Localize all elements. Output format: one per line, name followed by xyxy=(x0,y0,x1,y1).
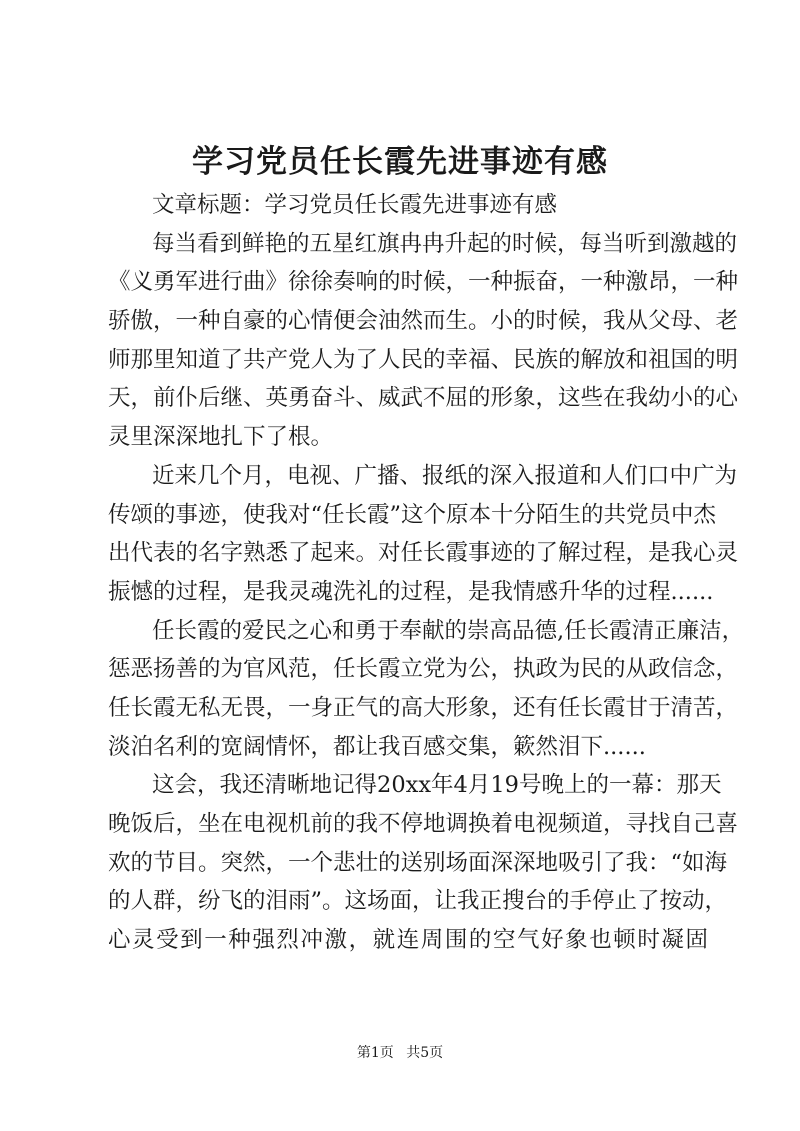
paragraph-1 xyxy=(108,225,739,457)
text-line: 《义勇军进行曲》徐徐奏响的时候，一种振奋，一种激昂，一种 xyxy=(108,269,739,296)
text-line: 天，前仆后继、英勇奋斗、威武不屈的形象，这些在我幼小的心 xyxy=(108,385,739,412)
page-number: 第1页 xyxy=(356,1045,394,1061)
text-line: 振憾的过程，是我灵魂洗礼的过程，是我情感升华的过程...... xyxy=(108,578,714,605)
document-title: 学习党员任长霞先进事迹有感 xyxy=(192,144,608,180)
text-line: 任长霞无私无畏，一身正气的高大形象，还有任长霞甘于清苦， xyxy=(108,694,739,721)
text-line: 任长霞的爱民之心和勇于奉献的崇高品德,任长霞清正廉洁， xyxy=(152,617,745,644)
paragraph-heading-line xyxy=(108,186,708,225)
paragraph-2 xyxy=(108,457,739,612)
text-line: 晚饭后，坐在电视机前的我不停地调换着电视频道，寻找自己喜 xyxy=(108,811,739,837)
text-line: 出代表的名字熟悉了起来。对任长霞事迹的了解过程，是我心灵 xyxy=(108,540,739,567)
text-line: 这会，我还清晰地记得20xx年4月19号晚上的一幕：那天 xyxy=(152,772,722,799)
text-line: 惩恶扬善的为官风范，任长霞立党为公，执政为民的从政信念， xyxy=(108,656,739,683)
text-line: 淡泊名利的宽阔情怀，都让我百感交集，簌然泪下...... xyxy=(108,733,646,760)
text-line: 心灵受到一种强烈冲激，就连周围的空气好象也顿时凝固 xyxy=(108,927,708,954)
text-line: 文章标题：学习党员任长霞先进事迹有感 xyxy=(152,192,558,218)
text-line: 的人群，纷飞的泪雨”。这场面，让我正搜台的手停止了按动， xyxy=(108,888,728,915)
text-line: 近来几个月，电视、广播、报纸的深入报道和人们口中广为 xyxy=(152,462,738,489)
text-line: 欢的节目。突然，一个悲壮的送别场面深深地吸引了我：“如海 xyxy=(108,849,728,876)
paragraph-4 xyxy=(108,766,739,959)
text-line: 灵里深深地扎下了根。 xyxy=(108,424,334,451)
text-line: 每当看到鲜艳的五星红旗冉冉升起的时候，每当听到激越的 xyxy=(152,230,738,257)
page-footer xyxy=(0,1043,800,1063)
text-line: 师那里知道了共产党人为了人民的幸福、民族的解放和祖国的明 xyxy=(108,346,739,373)
text-line: 传颂的事迹，使我对“任长霞”这个原本十分陌生的共党员中杰 xyxy=(108,501,717,528)
paragraph-3 xyxy=(108,612,745,767)
page-total: 共5页 xyxy=(406,1045,444,1061)
document-body xyxy=(108,186,745,960)
text-line: 骄傲，一种自豪的心情便会油然而生。小的时候，我从父母、老 xyxy=(108,308,739,335)
